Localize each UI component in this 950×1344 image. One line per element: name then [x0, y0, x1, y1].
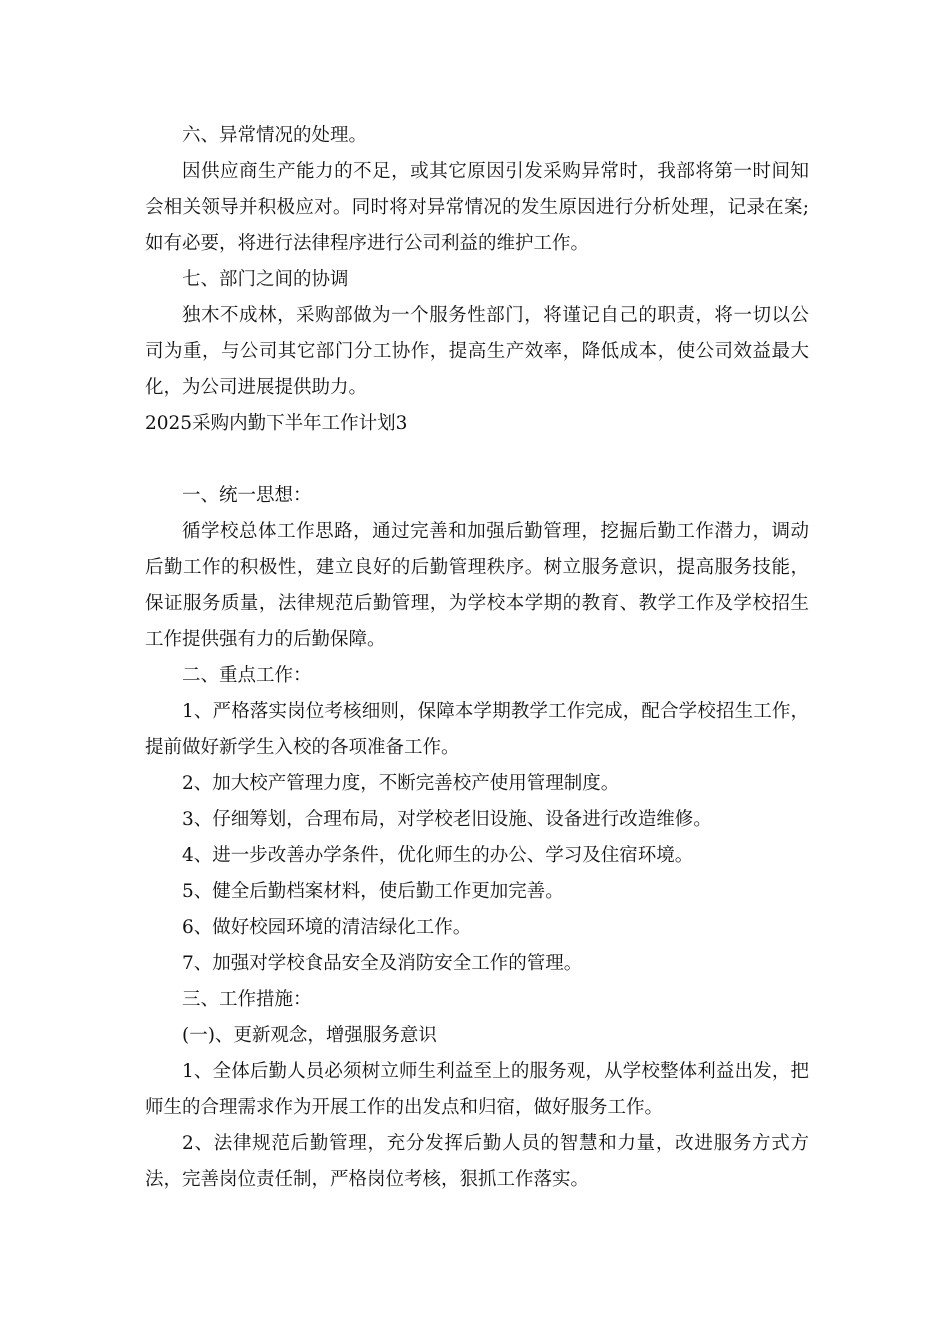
measure-item: 2、法律规范后勤管理，充分发挥后勤人员的智慧和力量，改进服务方式方法，完善岗位责任制，严格岗位考核，狠抓工作落实。	[145, 1133, 809, 1190]
list-item: 4、进一步改善办学条件，优化师生的办公、学习及住宿环境。	[182, 845, 694, 866]
heading-exception-handling: 六、异常情况的处理。	[182, 125, 368, 146]
paragraph-exception-handling: 因供应商生产能力的不足，或其它原因引发采购异常时，我部将第一时间知会相关领导并积极应对。同时将对异常情况的发生原因进行分析处理，记录在案;如有必要，将进行法律程序进行公司利益的维护工作。	[145, 161, 809, 254]
list-item: 3、仔细筹划，合理布局，对学校老旧设施、设备进行改造维修。	[182, 809, 712, 830]
paragraph-department-coordination: 独木不成林，采购部做为一个服务性部门，将谨记自己的职责，将一切以公司为重，与公司其它部门分工协作，提高生产效率，降低成本，使公司效益最大化，为公司进展提供助力。	[145, 305, 809, 398]
list-item: 5、健全后勤档案材料，使后勤工作更加完善。	[182, 881, 564, 902]
list-item: 2、加大校产管理力度，不断完善校产使用管理制度。	[182, 773, 620, 794]
list-item: 6、做好校园环境的清洁绿化工作。	[182, 917, 472, 938]
heading-department-coordination: 七、部门之间的协调	[182, 269, 349, 290]
heading-key-work: 二、重点工作：	[182, 665, 312, 686]
document-title: 2025采购内勤下半年工作计划3	[145, 413, 408, 434]
list-item: 7、加强对学校食品安全及消防安全工作的管理。	[182, 953, 583, 974]
list-item: 1、严格落实岗位考核细则，保障本学期教学工作完成，配合学校招生工作，提前做好新学生入校的各项准备工作。	[145, 701, 809, 758]
measure-item: 1、全体后勤人员必须树立师生利益至上的服务观，从学校整体利益出发，把师生的合理需求作为开展工作的出发点和归宿，做好服务工作。	[145, 1061, 809, 1118]
paragraph-unify-thinking: 循学校总体工作思路，通过完善和加强后勤管理，挖掘后勤工作潜力，调动后勤工作的积极性，建立良好的后勤管理秩序。树立服务意识，提高服务技能，保证服务质量，法律规范后勤管理，为学校本学期的教育、教学工作及学校招生工作提供强有力的后勤保障。	[145, 521, 809, 650]
heading-unify-thinking: 一、统一思想：	[182, 485, 312, 506]
heading-work-measures: 三、工作措施：	[182, 989, 312, 1010]
subheading-update-concepts: (一)、更新观念，增强服务意识	[182, 1025, 437, 1046]
